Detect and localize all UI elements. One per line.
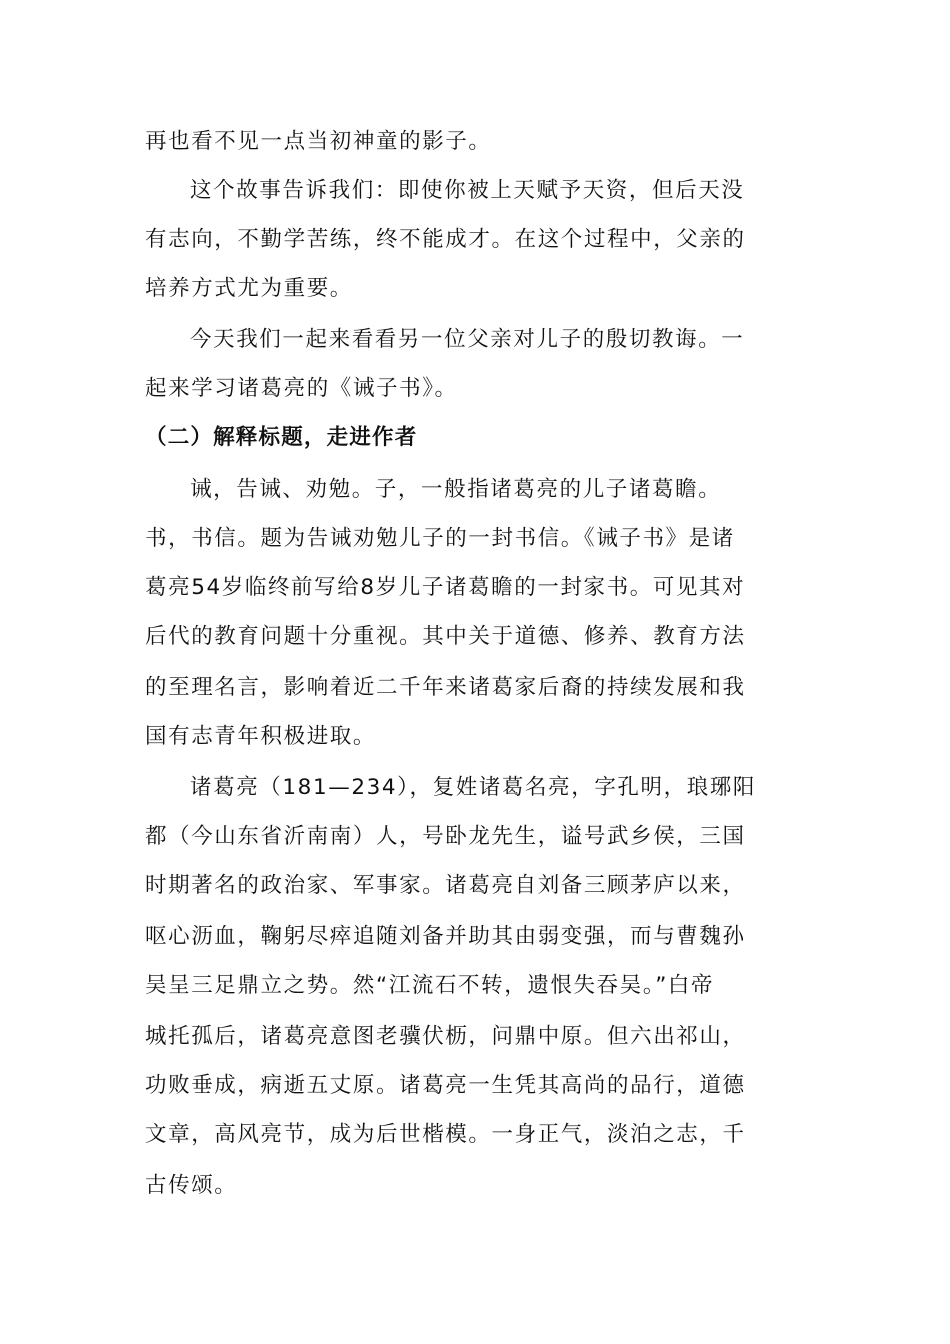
text-line: 文章，高风亮节，成为后世楷模。一身正气，淡泊之志，千 — [145, 1122, 746, 1147]
text-line: 后代的教育问题十分重视。其中关于道德、修养、教育方法 — [145, 624, 746, 649]
section-heading: （二）解释标题，走进作者 — [145, 425, 418, 450]
text-line: 书，书信。题为告诫劝勉儿子的一封书信。《诫子书》是诸 — [145, 526, 735, 551]
text-line: 时期著名的政治家、军事家。诸葛亮自刘备三顾茅庐以来， — [145, 873, 746, 898]
text-line: 今天我们一起来看看另一位父亲对儿子的殷切教诲。一 — [190, 327, 745, 352]
text-line: 诫，告诫、劝勉。子，一般指诸葛亮的儿子诸葛瞻。 — [190, 477, 722, 502]
text-line: 国有志青年积极进取。 — [145, 724, 377, 749]
text-line: 城托孤后，诸葛亮意图老骥伏枥，问鼎中原。但六出祁山， — [145, 1024, 746, 1049]
text-line: 功败垂成，病逝五丈原。诸葛亮一生凭其高尚的品行，道德 — [145, 1073, 746, 1098]
text-line: 呕心沥血，鞠躬尽瘁追随刘备并助其由弱变强，而与曹魏孙 — [145, 924, 746, 949]
text-line: 培养方式尤为重要。 — [145, 276, 353, 301]
text-line: 的至理名言，影响着近二千年来诸葛家后裔的持续发展和我 — [145, 675, 746, 700]
text-line: 古传颂。 — [145, 1173, 238, 1198]
text-line: 吴呈三足鼎立之势。然“江流石不转，遗恨失吞吴。”白帝 — [145, 973, 715, 998]
text-line: 这个故事告诉我们：即使你被上天赋予天资，但后天没 — [190, 178, 745, 203]
text-line: 都（今山东省沂南南）人，号卧龙先生，谥号武乡侯，三国 — [145, 824, 746, 849]
text-line: 有志向，不勤学苦练，终不能成才。在这个过程中，父亲的 — [145, 227, 746, 252]
text-line: 起来学习诸葛亮的《诫子书》。 — [145, 376, 458, 401]
text-line: 诸葛亮（181—234），复姓诸葛名亮，字孔明，琅琊阳 — [190, 775, 757, 800]
text-line: 葛亮54岁临终前写给8岁儿子诸葛瞻的一封家书。可见其对 — [145, 575, 746, 600]
text-line: 再也看不见一点当初神童的影子。 — [145, 129, 492, 154]
